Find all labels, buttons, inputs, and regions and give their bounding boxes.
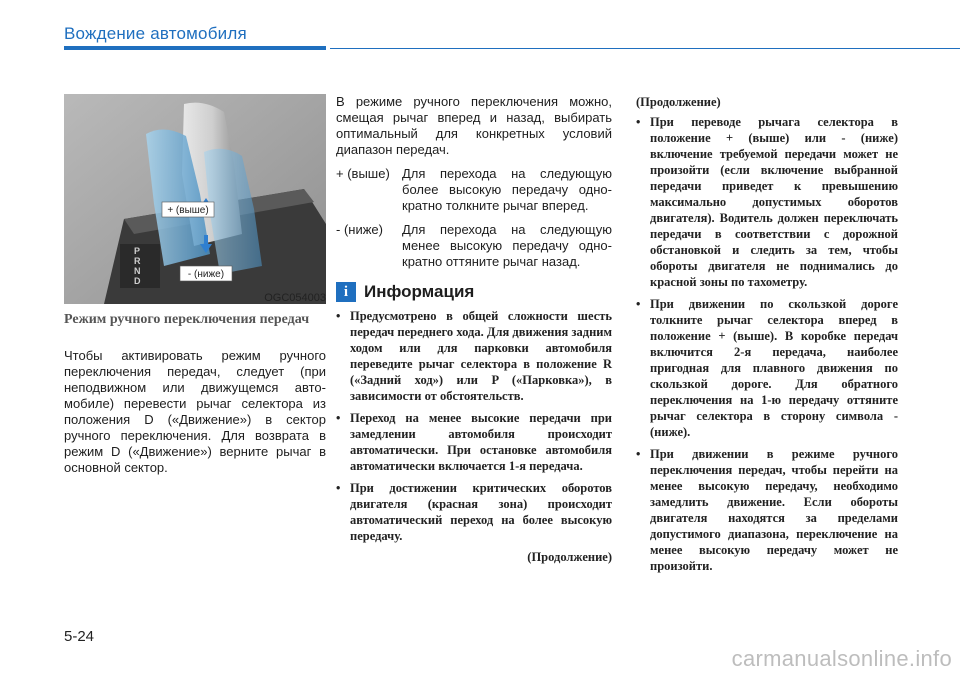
def-upshift-key: + (выше) [336, 166, 390, 181]
info-bullets [336, 308, 612, 544]
info-title: Информация [364, 282, 475, 301]
gear-shifter-illustration [64, 94, 326, 304]
intro-paragraph: В режиме ручного переключения можно, смещая рычаг вперед и назад, выбирать оптимальный для конкретных условий диапазон передач. [336, 94, 612, 157]
info-bullets-continued [636, 114, 898, 574]
gear-gate-letter: D [134, 276, 141, 286]
def-upshift-text: Для перехода на следующую более высокую передачу однократно толкните рычаг вперед. [402, 166, 612, 213]
header-rule [64, 46, 326, 50]
section-body: Чтобы активировать режим ручного переключения передач, следует (при неподвижном или движущемся автомобиле) перевести рычаг селектора из положения D («Движение») в сектор ручного переключения. Для возврата в режим D («Движение») верните рычаг в основной сектор. [64, 348, 326, 475]
page-number: 5-24 [64, 628, 95, 645]
gear-shifter-drawing [64, 94, 326, 304]
label-down-callout [180, 266, 232, 281]
gear-gate-letter: R [134, 256, 141, 266]
list-item: • При переводе рычага селектора в положение + (выше) или - (ниже) включение требуемой передачи может не произойти (если включение выбранной передачи приведет к превышению максимально допустимых оборотов двигателя). Водитель должен переключать передачи в соответствии с дорожной обстановкой и следить за тем, чтобы обороты двигателя не поднимались до красной зоны по тахометру. [636, 114, 898, 290]
watermark: carmanualsonline.info [731, 646, 952, 671]
figure-code: OGC054003 [264, 292, 326, 304]
column-middle [336, 94, 612, 565]
def-downshift [336, 222, 612, 270]
label-up-text: + (выше) [167, 205, 209, 216]
gear-gate-letter: N [134, 266, 141, 276]
header-rule-thin [330, 48, 960, 49]
list-item: • Предусмотрено в общей сложности шесть передач переднего хода. Для движения задним ходом или для парковки автомобиля переведите рычаг селектора в положение R («Задний ход») или P («Парковка»), в зависимости от обстоятельств. [336, 308, 612, 404]
section-heading: Режим ручного переключения передач [64, 312, 310, 327]
page-header-title: Вождение автомобиля [64, 24, 247, 43]
column-right [636, 94, 898, 580]
list-item: • Переход на менее высокие передачи при замедлении автомобиля происходит автоматически. При остановке автомобиля автоматически включается 1-я передача. [336, 410, 612, 474]
continued-heading: (Продолжение) [636, 95, 721, 109]
gear-gate-letter: P [134, 246, 141, 256]
info-header [336, 282, 612, 302]
list-item: • При достижении критических оборотов двигателя (красная зона) происходит автоматический переход на более высокую передачу. [336, 480, 612, 544]
label-up-callout [162, 202, 214, 217]
info-icon: i [336, 282, 356, 302]
gear-gate-letters [134, 246, 141, 286]
continued-note: (Продолжение) [527, 550, 612, 564]
label-down-text: - (ниже) [187, 269, 225, 280]
list-item: • При движении в режиме ручного переключения передач, чтобы перейти на менее высокую передачу, необходимо замедлить движение. Если обороты двигателя находятся за пределами допустимого диапазона, переключение на менее высокую передачу может не произойти. [636, 446, 898, 574]
def-downshift-key: - (ниже) [336, 222, 383, 237]
def-upshift [336, 166, 612, 214]
def-downshift-text: Для перехода на следующую менее высокую передачу однократно оттяните рычаг назад. [402, 222, 612, 269]
list-item: • При движении по скользкой дороге толкните рычаг селектора вперед в положение + (выше). В коробке передач включится 2-я передача, наиболее пригодная для плавного движения по скользкой дороге. Для обратного переключения на 1-ю передачу оттяните рычаг селектора в сторону символа - (ниже). [636, 296, 898, 440]
